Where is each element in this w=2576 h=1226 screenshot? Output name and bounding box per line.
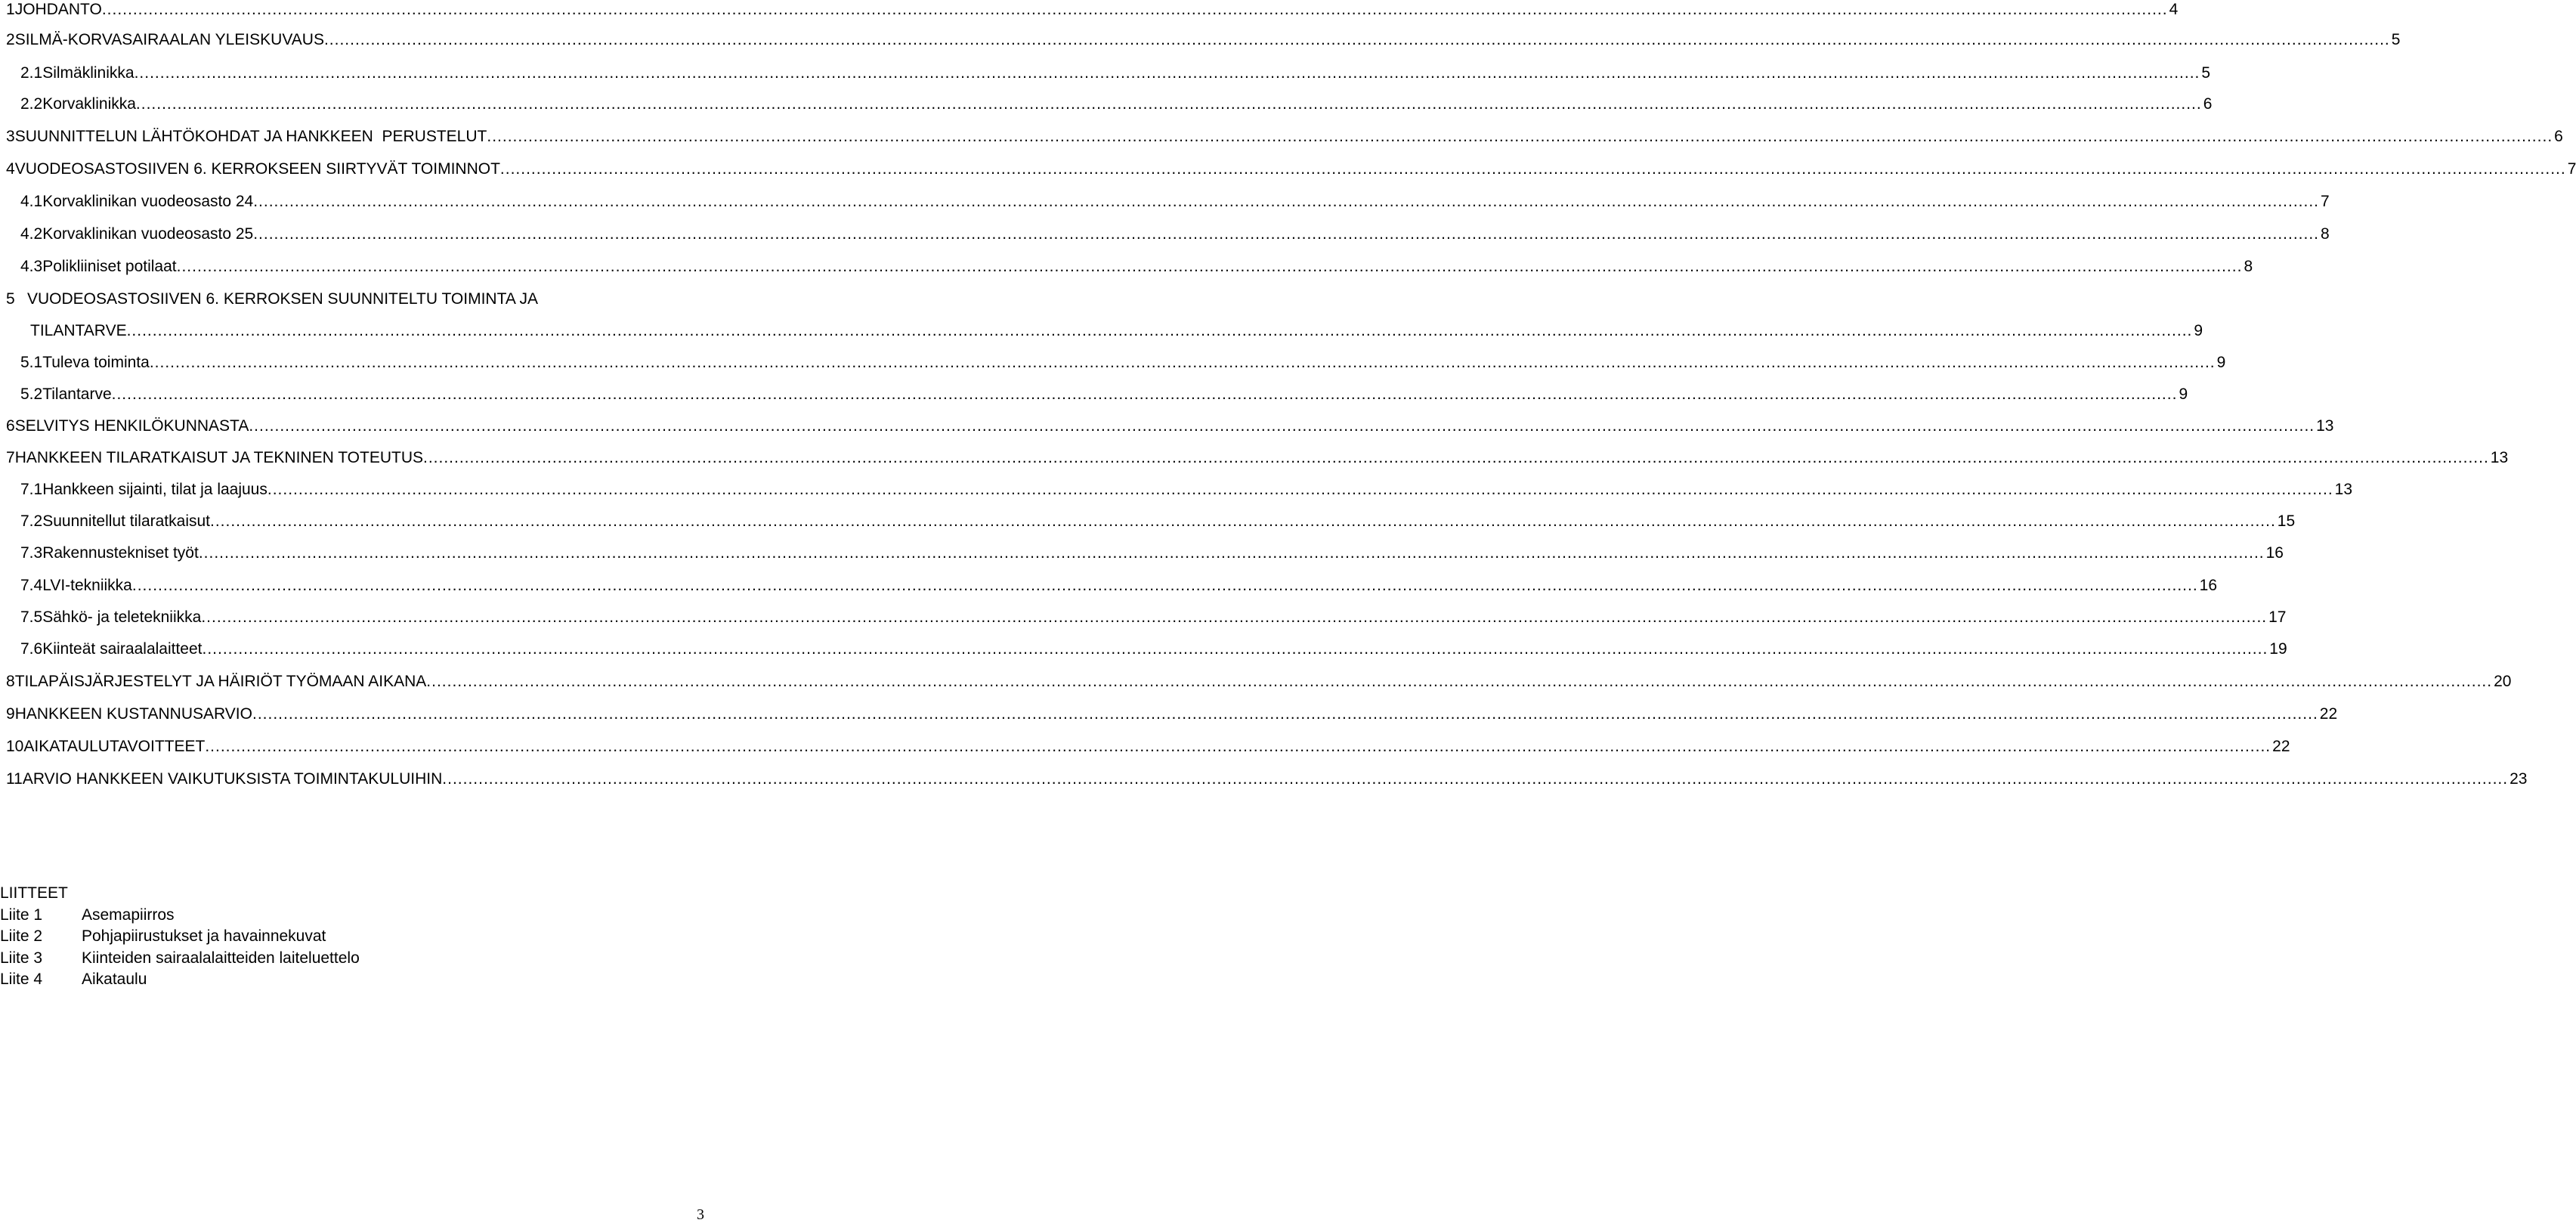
toc-entry-title: ARVIO HANKKEEN VAIKUTUKSISTA TOIMINTAKULUIHIN [22,770,443,788]
dot-leader: ................................................................................................................................................................................................................................................................................................................................................................................................................ [101,1,2168,18]
dot-leader: ................................................................................................................................................................................................................................................................................................................................................................................................................ [442,770,2509,788]
toc-entry-title: TILAPÄISJÄRJESTELYT JA HÄIRIÖT TYÖMAAN AIKANA [14,673,427,690]
appendix-item-label: Pohjapiirustukset ja havainnekuvat [82,927,326,945]
toc-entry-title: JOHDANTO [14,1,102,18]
toc-entry-number: 7.2 [20,512,43,530]
toc-entry-title: Rakennustekniset työt [42,544,199,562]
toc-entry-number: 7.3 [20,544,43,562]
dot-leader: ................................................................................................................................................................................................................................................................................................................................................................................................................ [426,673,2493,690]
toc-entry-page: 23 [2510,770,2528,788]
appendix-item-id: Liite 2 [0,927,43,945]
toc-entry-page: 13 [2334,481,2353,498]
toc-entry-page: 22 [2319,705,2338,723]
page-number: 3 [697,1206,704,1223]
dot-leader: ................................................................................................................................................................................................................................................................................................................................................................................................................ [201,608,2268,626]
toc-entry-number: 7.6 [20,640,43,658]
toc-entry-page: 7 [2567,160,2576,178]
dot-leader: ................................................................................................................................................................................................................................................................................................................................................................................................................ [176,258,2243,275]
dot-leader: ................................................................................................................................................................................................................................................................................................................................................................................................................ [253,225,2320,243]
toc-entry-title: Kiinteät sairaalalaitteet [42,640,203,658]
toc-entry-title: Polikliiniset potilaat [42,258,177,275]
toc-entry-page: 15 [2277,512,2296,530]
toc-entry-title: Tilantarve [42,385,112,403]
toc-entry-title: HANKKEEN KUSTANNUSARVIO [14,705,252,723]
toc-entry-number: 1 [6,1,15,18]
toc-entry-title: SILMÄ-KORVASAIRAALAN YLEISKUVAUS [14,31,324,48]
dot-leader: ................................................................................................................................................................................................................................................................................................................................................................................................................ [323,31,2390,48]
toc-entry-title: Suunnitellut tilaratkaisut [42,512,210,530]
toc-entry-page: 5 [2201,64,2211,82]
toc-entry-number: 7.5 [20,608,43,626]
toc-entry-number: 5.1 [20,354,43,371]
dot-leader: ................................................................................................................................................................................................................................................................................................................................................................................................................ [253,193,2320,210]
dot-leader: ................................................................................................................................................................................................................................................................................................................................................................................................................ [267,481,2333,498]
dot-leader: ................................................................................................................................................................................................................................................................................................................................................................................................................ [202,640,2268,658]
dot-leader: ................................................................................................................................................................................................................................................................................................................................................................................................................ [252,705,2318,723]
appendix-heading: LIITTEET [0,884,68,902]
toc-entry-title: Korvaklinikka [42,95,136,113]
toc-entry-title: VUODEOSASTOSIIVEN 6. KERROKSEEN SIIRTYVÄT TOIMINNOT [14,160,500,178]
toc-entry-page: 22 [2272,738,2290,755]
toc-entry-number: 4.2 [20,225,43,243]
toc-entry-number: 2 [6,31,15,48]
toc-entry-title: Hankkeen sijainti, tilat ja laajuus [42,481,267,498]
appendix-item [0,969,360,991]
dot-leader: ................................................................................................................................................................................................................................................................................................................................................................................................................ [126,322,2193,339]
toc-entry-number: 4 [6,160,15,178]
toc-entry-number: 8 [6,673,15,690]
toc-entry-number: 6 [6,417,15,435]
toc-entry-page: 9 [2179,385,2188,403]
toc-entry-number: 4.3 [20,258,43,275]
toc-entry-page: 20 [2494,673,2512,690]
dot-leader: ................................................................................................................................................................................................................................................................................................................................................................................................................ [135,95,2202,113]
appendix-list [0,883,360,991]
toc-entry-title: VUODEOSASTOSIIVEN 6. KERROKSEN SUUNNITELTU TOIMINTA JA [27,290,539,308]
appendix-item [0,905,360,927]
toc-entry-title: Tuleva toiminta [42,354,150,371]
toc-entry-number: 11 [6,770,23,788]
toc-entry-number: 10 [6,738,24,755]
toc-entry-number: 7.4 [20,577,43,594]
appendix-item [0,926,360,948]
appendix-item [0,948,360,970]
toc-entry-page: 8 [2244,258,2253,275]
dot-leader: ................................................................................................................................................................................................................................................................................................................................................................................................................ [499,160,2566,178]
toc-entry-number: 3 [6,128,15,145]
appendix-item-id: Liite 3 [0,949,43,967]
appendix-item-label: Kiinteiden sairaalalaitteiden laiteluettelo [82,949,360,967]
dot-leader: ................................................................................................................................................................................................................................................................................................................................................................................................................ [134,64,2200,82]
toc-entry-number: 4.1 [20,193,43,210]
toc-entry-number: 7 [6,449,15,466]
toc-entry-title: Korvaklinikan vuodeosasto 24 [42,193,254,210]
appendix-item-label: Asemapiirros [82,906,175,924]
toc-entry-page: 4 [2169,1,2179,18]
toc-entry-number: 2.2 [20,95,43,113]
appendix-item-id: Liite 1 [0,906,43,924]
appendix-item-id: Liite 4 [0,971,43,988]
toc-entry-title: LVI-tekniikka [42,577,132,594]
toc-entry-page: 7 [2321,193,2330,210]
toc-entry-number: 2.1 [20,64,43,82]
toc-entry-number: 5.2 [20,385,43,403]
dot-leader: ................................................................................................................................................................................................................................................................................................................................................................................................................ [205,738,2271,755]
toc-entry-number: 5 [6,290,15,308]
toc-entry-page: 19 [2269,640,2287,658]
toc-entry-page: 16 [2199,577,2218,594]
toc-entry-title: SELVITYS HENKILÖKUNNASTA [14,417,249,435]
toc-entry-number: 9 [6,705,15,723]
dot-leader: ................................................................................................................................................................................................................................................................................................................................................................................................................ [249,417,2315,435]
dot-leader: ................................................................................................................................................................................................................................................................................................................................................................................................................ [210,512,2276,530]
dot-leader: ................................................................................................................................................................................................................................................................................................................................................................................................................ [487,128,2553,145]
toc-entry-title: Silmäklinikka [42,64,135,82]
toc-entry-title: SUUNNITTELUN LÄHTÖKOHDAT JA HANKKEEN PERUSTELUT [14,128,487,145]
toc-entry-number: 7.1 [20,481,43,498]
toc-entry-title-continued: TILANTARVE [30,322,127,339]
toc-entry-page: 5 [2391,31,2401,48]
toc-entry-page: 13 [2316,417,2334,435]
dot-leader: ................................................................................................................................................................................................................................................................................................................................................................................................................ [423,449,2489,466]
dot-leader: ................................................................................................................................................................................................................................................................................................................................................................................................................ [111,385,2178,403]
dot-leader: ................................................................................................................................................................................................................................................................................................................................................................................................................ [149,354,2216,371]
toc-entry-page: 6 [2203,95,2213,113]
toc-entry-page: 9 [2194,322,2203,339]
toc-entry-page: 8 [2321,225,2330,243]
toc-entry-title: Sähkö- ja teletekniikka [42,608,202,626]
appendix-item-label: Aikataulu [82,971,147,988]
toc-entry-page: 6 [2554,128,2563,145]
toc-entry-page: 17 [2268,608,2287,626]
dot-leader: ................................................................................................................................................................................................................................................................................................................................................................................................................ [131,577,2198,594]
toc-entry-page: 13 [2490,449,2509,466]
toc-entry-page: 16 [2265,544,2284,562]
toc-entry-title: HANKKEEN TILARATKAISUT JA TEKNINEN TOTEUTUS [14,449,423,466]
toc-entry-page: 9 [2216,354,2226,371]
toc-entry-title: Korvaklinikan vuodeosasto 25 [42,225,254,243]
toc-entry-title: AIKATAULUTAVOITTEET [23,738,206,755]
dot-leader: ................................................................................................................................................................................................................................................................................................................................................................................................................ [198,544,2265,562]
